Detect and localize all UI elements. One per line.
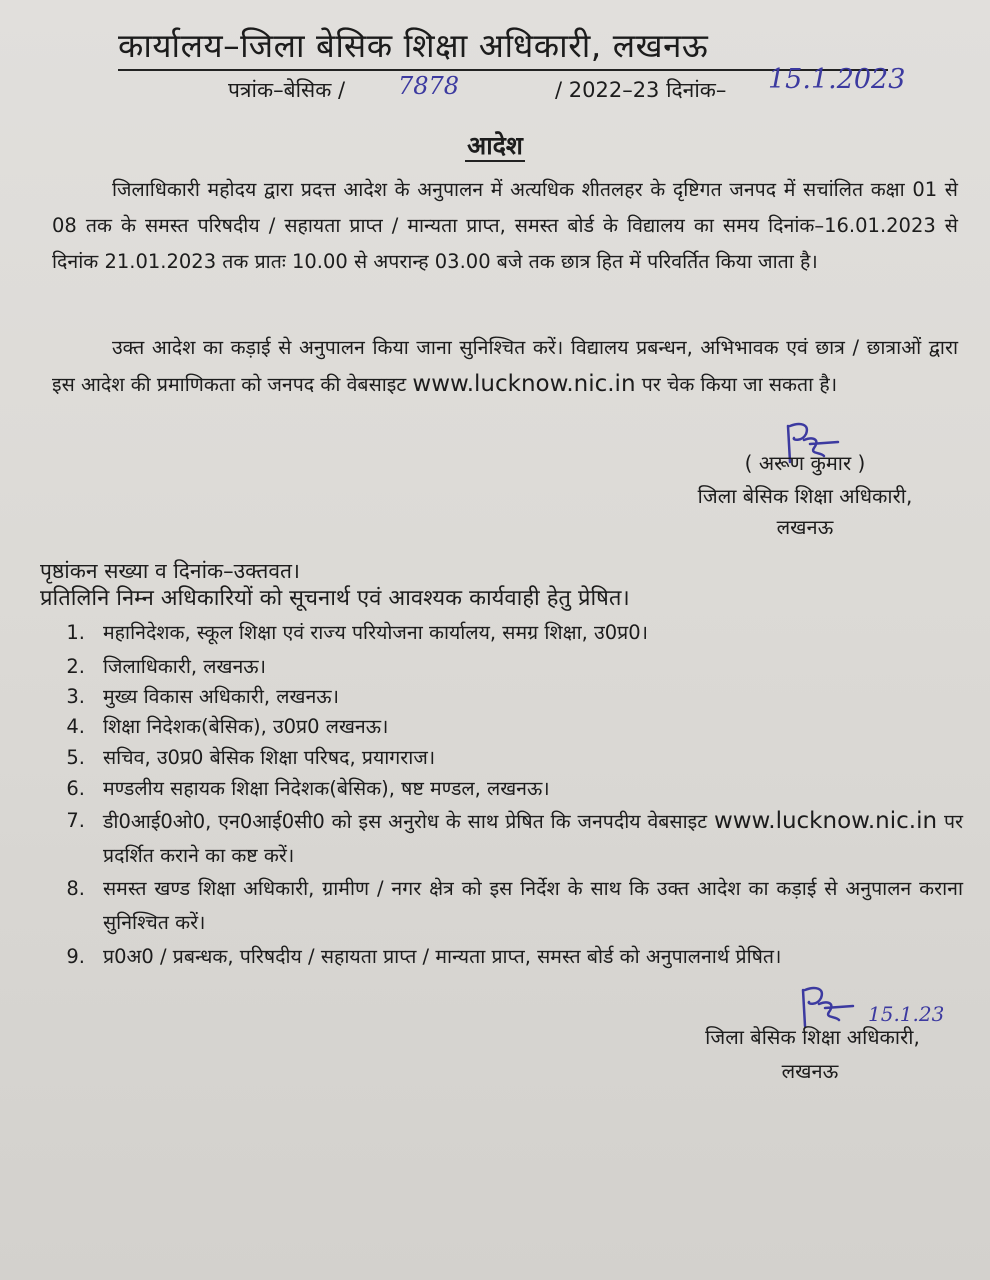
list-text: शिक्षा निदेशक(बेसिक), उ0प्र0 लखनऊ। [103,715,389,738]
paragraph-1 [52,172,958,280]
reference-number: 7878 [398,72,460,100]
list-text-tail: पर प्रदर्शित कराने का कष्ट करें। [103,810,963,867]
paragraph-2-tail: पर चेक किया जा सकता है। [641,373,838,396]
paragraph-2-text: उक्त आदेश का कड़ाई से अनुपालन किया जाना सुनिश्चित करें। विद्यालय प्रबन्धन, अभिभावक एवं छात्र / छात्राओं द्वारा इस आदेश की प्रमाणिकता को जनपद की वेबसाइट [52,336,958,396]
list-number: 1. [66,621,85,644]
reference-year-date-label: / 2022–23 दिनांक– [555,78,727,102]
signatory-designation: जिला बेसिक शिक्षा अधिकारी, [697,484,913,508]
signatory-designation-2: जिला बेसिक शिक्षा अधिकारी, [705,1025,920,1049]
list-number: 3. [66,685,85,708]
list-text-part: डी0आई0ओ0, एन0आई0सी0 को इस अनुरोध के साथ प्रेषित कि जनपदीय वेबसाइट [103,810,708,833]
list-number: 7. [66,809,85,832]
office-title: कार्यालय–जिला बेसिक शिक्षा अधिकारी, लखनऊ [118,22,888,71]
endorsement-number: पृष्ठांकन सख्या व दिनांक–उक्तवत। [40,559,300,583]
list-text: मण्डलीय सहायक शिक्षा निदेशक(बेसिक), षष्ट मण्डल, लखनऊ। [103,777,550,800]
signatory-place: लखनऊ [776,515,834,539]
website-link[interactable]: www.lucknow.nic.in [713,808,938,834]
endorsement-copy-to: प्रतिलिनि निम्न अधिकारियों को सूचनार्थ एवं आवश्यक कार्यवाही हेतु प्रेषित। [40,586,630,611]
list-number: 6. [66,777,85,800]
list-text: महानिदेशक, स्कूल शिक्षा एवं राज्य परियोजना कार्यालय, समग्र शिक्षा, उ0प्र0। [103,621,649,644]
list-number: 9. [66,945,85,968]
list-text: मुख्य विकास अधिकारी, लखनऊ। [103,685,339,708]
list-text: प्र0अ0 / प्रबन्धक, परिषदीय / सहायता प्राप्त / मान्यता प्राप्त, समस्त बोर्ड को अनुपालनार्थ प्रेषित। [103,945,782,968]
list-number: 8. [66,877,85,900]
list-number: 2. [66,655,85,678]
reference-prefix: पत्रांक–बेसिक / [228,78,346,102]
list-text: समस्त खण्ड शिक्षा अधिकारी, ग्रामीण / नगर क्षेत्र को इस निर्देश के साथ कि उक्त आदेश का कड़ाई से अनुपालन कराना सुनिश्चित करें। [103,877,963,934]
reference-date: 15.1.2023 [768,64,906,95]
website-link[interactable]: www.lucknow.nic.in [412,371,636,397]
order-title: आदेश [467,131,523,160]
paragraph-2 [52,330,958,403]
signatory-place-2: लखनऊ [781,1059,839,1083]
paragraph-1-text: जिलाधिकारी महोदय द्वारा प्रदत्त आदेश के अनुपालन में अत्यधिक शीतलहर के दृष्टिगत जनपद में सचांलित कक्षा 01 से 08 तक के समस्त परिषदीय / सहायता प्राप्त / मान्यता प्राप्त, समस्त बोर्ड के विद्यालय का समय दिनांक–16.01.2023 से दिनांक 21.01.2023 तक प्रातः 10.00 से अपरान्ह 03.00 बजे तक छात्र हित में परिवर्तित किया जाता है। [52,178,958,273]
order-heading [0,128,990,162]
list-text: सचिव, उ0प्र0 बेसिक शिक्षा परिषद, प्रयागराज। [103,746,436,769]
signature-date: 15.1.23 [868,1002,945,1026]
list-text: जिलाधिकारी, लखनऊ। [103,655,266,678]
list-text [103,804,963,873]
signatory-name: ( अरूण कुमार ) [744,451,866,475]
list-number: 4. [66,715,85,738]
list-number: 5. [66,746,85,769]
